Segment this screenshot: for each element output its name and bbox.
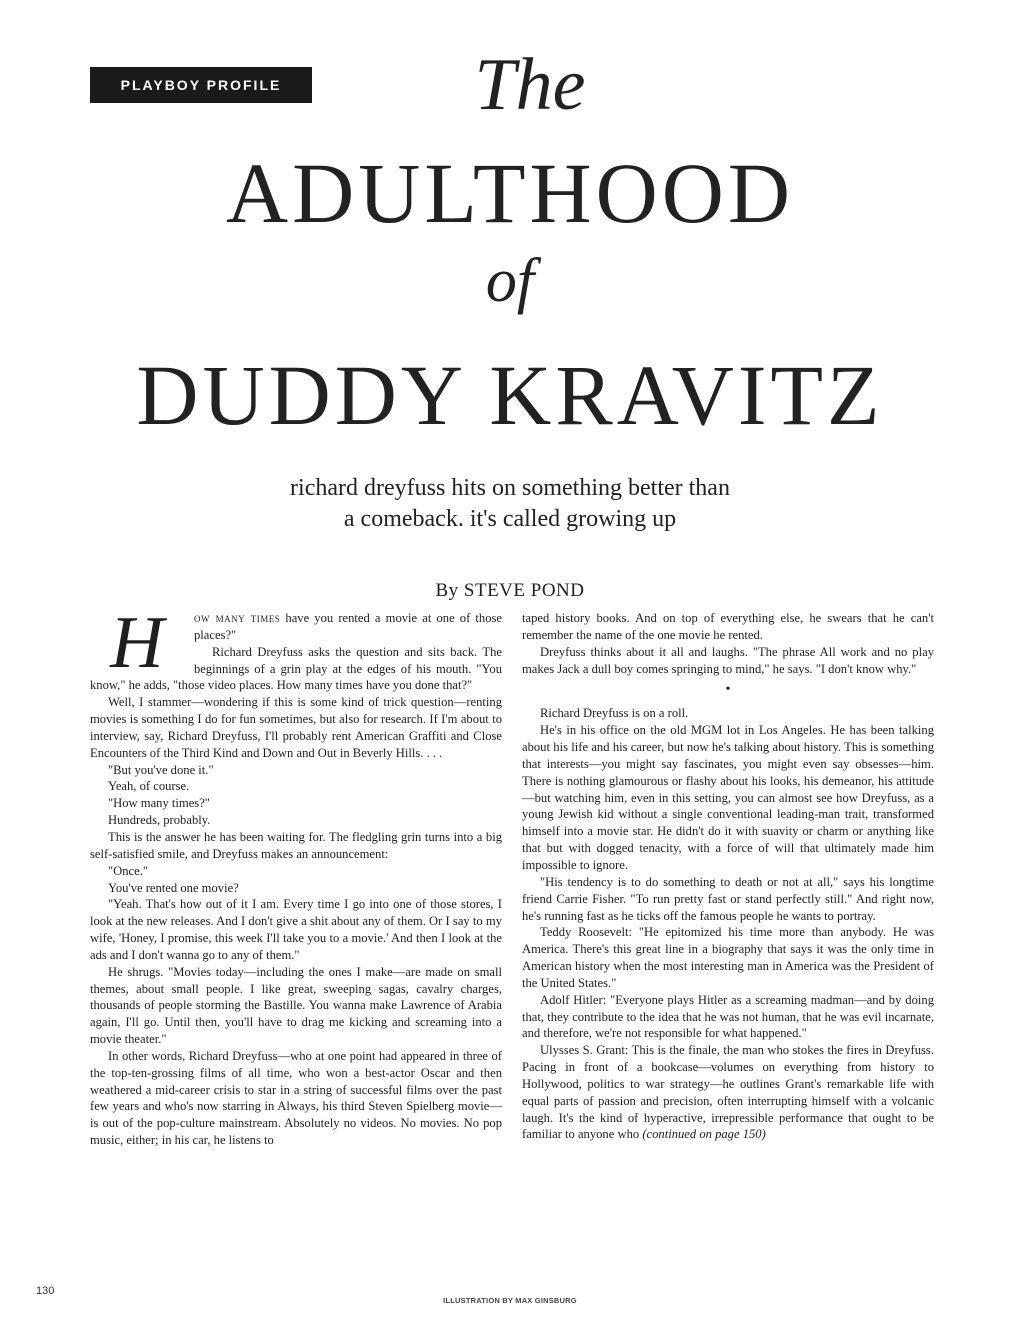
title-line-adulthood: ADULTHOOD xyxy=(226,145,794,241)
left-column xyxy=(90,602,502,1149)
paragraph: You've rented one movie? xyxy=(108,880,239,895)
paragraph xyxy=(522,1042,934,1143)
subtitle-line-1: richard dreyfuss hits on something better than xyxy=(290,475,730,501)
section-tag: PLAYBOY PROFILE xyxy=(90,67,312,103)
illustration-credit: ILLUSTRATION BY MAX GINSBURG xyxy=(443,1296,577,1305)
paragraph: "How many times?" xyxy=(108,796,210,811)
paragraph: Yeah, of course. xyxy=(108,779,190,794)
section-break-bullet: • xyxy=(725,682,731,698)
paragraph: "His tendency is to do something to death or not at all," says his longtime friend Carrie Fisher. "To run pretty fast or stand perfectly still." And right now, he's running fast as he ticks off the famous people he wants to portray. xyxy=(522,874,934,923)
paragraph: In other words, Richard Dreyfuss—who at one point had appeared in three of the top-ten-grossing films of all time, who won a best-actor Oscar and then weathered a mid-career crisis to star in a string of successful films over the past few years and who's now starring in Always, his third Steven Spielberg movie—is out of the pop-culture mainstream. Absolutely no videos. No movies. No pop music, either; in his car, he listens to xyxy=(90,1048,502,1148)
continued-note: (continued on page 150) xyxy=(642,1127,766,1142)
paragraph: Richard Dreyfuss is on a roll. xyxy=(540,706,689,721)
paragraph: Richard Dreyfuss asks the question and sits back. The beginnings of a grin play at the edges of his mouth. "You know," he adds, "those video places. How many times have you done that?" xyxy=(90,644,502,693)
title-of: of xyxy=(485,247,535,315)
title-line-duddy-kravitz: DUDDY KRAVITZ xyxy=(136,347,884,443)
paragraph: This is the answer he has been waiting for. The fledgling grin turns into a big self-satisfied smile, and Dreyfuss makes an announcement: xyxy=(90,829,502,861)
lead-smallcaps: ow many times xyxy=(194,611,281,625)
subtitle xyxy=(110,473,910,535)
paragraph-text: Ulysses S. Grant: This is the finale, the man who stokes the fires in Dreyfuss. Pacing in front of a bookcase—volumes on everything from history to Hollywood, politics to war strategy—he outlines Grant's remarkable life with equal parts of passion and precision, often interrupting himself with a volcanic laugh. It's the kind of hyperactive, irrepressible performance that ought to be familiar to anyone who xyxy=(522,1043,934,1142)
page-number: 130 xyxy=(36,1285,55,1297)
right-column xyxy=(522,610,934,1143)
paragraph: He shrugs. "Movies today—including the ones I make—are made on small themes, about small people. I like great, sweeping sagas, cavalry charges, thousands of people storming the Bastille. You wanna make Lawrence of Arabia again, I'll go. Until then, you'll have to drag me kicking and screaming into a movie theater." xyxy=(90,964,502,1047)
paragraph: Well, I stammer—wondering if this is some kind of trick question—renting movies is something I do for fun sometimes, but also for research. If I'm about to interview, say, Richard Dreyfuss, I'll probably rent American Graffiti and Close Encounters of the Third Kind and Down and Out in Beverly Hills. . . . xyxy=(90,695,502,760)
paragraph: Adolf Hitler: "Everyone plays Hitler as a screaming madman—and by doing that, they contribute to the idea that he was not human, that he was evil incarnate, and therefore, we're not responsible for what happened." xyxy=(522,992,934,1041)
paragraph: Hundreds, probably. xyxy=(108,813,211,828)
paragraph: Dreyfuss thinks about it all and laughs. "The phrase All work and no play makes Jack a dull boy comes springing to mind," he says. "I don't know why." xyxy=(522,644,934,676)
subtitle-line-2: a comeback. it's called growing up xyxy=(343,506,677,532)
paragraph: He's in his office on the old MGM lot in Los Angeles. He has been talking about his life and his career, but now he's talking about history. This is something that interests—you might say fascinates, you might even say obsesses—him. There is nothing glamourous or flashy about his looks, his demeanor, his attitude—but watching him, even in this setting, you can almost see how Dreyfuss, as a young Jewish kid without a single conventional leading-man trait, transformed himself into a movie star. He didn't do it with suavity or charm or anything like that but with dogged tenacity, with a force of will that ultimately made him impossible to ignore. xyxy=(522,723,934,872)
paragraph: "Once." xyxy=(108,863,149,878)
paragraph-text: have you rented a movie at one of those places?" xyxy=(194,611,502,642)
byline: By STEVE POND xyxy=(435,580,585,601)
title-the: The xyxy=(474,44,586,126)
paragraph: taped history books. And on top of everything else, he swears that he can't remember the name of the one movie he rented. xyxy=(522,611,934,642)
paragraph: "Yeah. That's how out of it I am. Every time I go into one of those stores, I look at the new releases. And I don't give a shit about any of them. Or I say to my wife, 'Honey, I promise, this week I'll take you to a movie.' And then I look at the ads and I don't wanna go to any of them." xyxy=(90,897,502,962)
drop-cap: H xyxy=(110,602,164,684)
paragraph: Teddy Roosevelt: "He epitomized his time more than anybody. He was America. There's this great line in a biography that says it was the only time in American history when the most interesting man in America was the President of the United States." xyxy=(522,925,934,990)
paragraph: "But you've done it." xyxy=(108,762,214,777)
